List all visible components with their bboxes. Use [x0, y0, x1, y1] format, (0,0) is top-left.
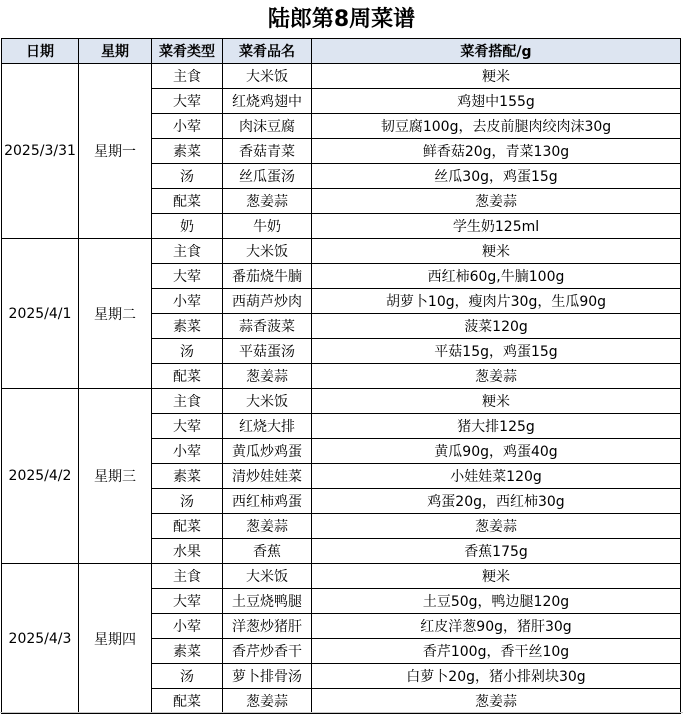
ingredients-cell: 香蕉175g	[312, 539, 681, 564]
dish-type-cell: 奶	[152, 214, 223, 239]
dish-type-cell: 小荤	[152, 614, 223, 639]
ingredients-cell: 葱姜蒜	[312, 689, 681, 714]
ingredients-cell: 粳米	[312, 239, 681, 264]
ingredients-cell: 白萝卜20g，猪小排剁块30g	[312, 664, 681, 689]
dish-type-cell: 汤	[152, 664, 223, 689]
dish-name-cell: 大米饭	[223, 239, 312, 264]
menu-table	[1, 38, 681, 714]
header-dish: 菜肴品名	[223, 39, 312, 64]
ingredients-cell: 黄瓜90g，鸡蛋40g	[312, 439, 681, 464]
dish-name-cell: 大米饭	[223, 564, 312, 589]
dish-type-cell: 配菜	[152, 364, 223, 389]
dish-name-cell: 香蕉	[223, 539, 312, 564]
dish-type-cell: 素菜	[152, 639, 223, 664]
date-cell: 2025/4/3	[2, 564, 79, 714]
dish-name-cell: 红烧鸡翅中	[223, 89, 312, 114]
dish-type-cell: 主食	[152, 389, 223, 414]
dish-name-cell: 葱姜蒜	[223, 364, 312, 389]
dish-type-cell: 大荤	[152, 414, 223, 439]
dish-type-cell: 主食	[152, 64, 223, 89]
dish-type-cell: 主食	[152, 564, 223, 589]
dish-type-cell: 小荤	[152, 439, 223, 464]
ingredients-cell: 粳米	[312, 564, 681, 589]
dish-type-cell: 素菜	[152, 139, 223, 164]
weekday-cell: 星期一	[79, 64, 152, 239]
dish-type-cell: 配菜	[152, 514, 223, 539]
dish-name-cell: 大米饭	[223, 64, 312, 89]
ingredients-cell: 土豆50g，鸭边腿120g	[312, 589, 681, 614]
dish-name-cell: 葱姜蒜	[223, 689, 312, 714]
dish-name-cell: 牛奶	[223, 214, 312, 239]
bottom-divider	[0, 712, 683, 713]
dish-name-cell: 香芹炒香干	[223, 639, 312, 664]
dish-type-cell: 主食	[152, 239, 223, 264]
dish-type-cell: 小荤	[152, 289, 223, 314]
dish-name-cell: 葱姜蒜	[223, 514, 312, 539]
ingredients-cell: 韧豆腐100g，去皮前腿肉绞肉沫30g	[312, 114, 681, 139]
page-title: 陆郎第8周菜谱	[267, 7, 416, 32]
dish-name-cell: 肉沫豆腐	[223, 114, 312, 139]
dish-name-cell: 洋葱炒猪肝	[223, 614, 312, 639]
ingredients-cell: 红皮洋葱90g，猪肝30g	[312, 614, 681, 639]
weekday-cell: 星期二	[79, 239, 152, 389]
dish-type-cell: 大荤	[152, 89, 223, 114]
ingredients-cell: 鸡翅中155g	[312, 89, 681, 114]
ingredients-cell: 菠菜120g	[312, 314, 681, 339]
table-row	[2, 64, 681, 89]
dish-name-cell: 清炒娃娃菜	[223, 464, 312, 489]
ingredients-cell: 葱姜蒜	[312, 364, 681, 389]
dish-name-cell: 番茄烧牛腩	[223, 264, 312, 289]
dish-type-cell: 大荤	[152, 589, 223, 614]
dish-type-cell: 大荤	[152, 264, 223, 289]
dish-name-cell: 西红柿鸡蛋	[223, 489, 312, 514]
ingredients-cell: 丝瓜30g，鸡蛋15g	[312, 164, 681, 189]
ingredients-cell: 平菇15g，鸡蛋15g	[312, 339, 681, 364]
dish-name-cell: 黄瓜炒鸡蛋	[223, 439, 312, 464]
table-row	[2, 564, 681, 589]
dish-type-cell: 配菜	[152, 189, 223, 214]
dish-name-cell: 丝瓜蛋汤	[223, 164, 312, 189]
table-row	[2, 389, 681, 414]
ingredients-cell: 粳米	[312, 389, 681, 414]
header-row	[2, 39, 681, 64]
dish-type-cell: 小荤	[152, 114, 223, 139]
ingredients-cell: 葱姜蒜	[312, 514, 681, 539]
dish-type-cell: 汤	[152, 164, 223, 189]
dish-name-cell: 葱姜蒜	[223, 189, 312, 214]
weekday-cell: 星期四	[79, 564, 152, 714]
date-cell: 2025/4/2	[2, 389, 79, 564]
ingredients-cell: 鲜香菇20g，青菜130g	[312, 139, 681, 164]
dish-type-cell: 配菜	[152, 689, 223, 714]
dish-type-cell: 素菜	[152, 464, 223, 489]
ingredients-cell: 鸡蛋20g，西红柿30g	[312, 489, 681, 514]
dish-name-cell: 土豆烧鸭腿	[223, 589, 312, 614]
ingredients-cell: 葱姜蒜	[312, 189, 681, 214]
dish-name-cell: 大米饭	[223, 389, 312, 414]
dish-name-cell: 西葫芦炒肉	[223, 289, 312, 314]
ingredients-cell: 粳米	[312, 64, 681, 89]
dish-type-cell: 素菜	[152, 314, 223, 339]
dish-name-cell: 蒜香菠菜	[223, 314, 312, 339]
header-date: 日期	[2, 39, 79, 64]
header-weekday: 星期	[79, 39, 152, 64]
ingredients-cell: 学生奶125ml	[312, 214, 681, 239]
dish-name-cell: 红烧大排	[223, 414, 312, 439]
header-type: 菜肴类型	[152, 39, 223, 64]
table-row	[2, 239, 681, 264]
ingredients-cell: 小娃娃菜120g	[312, 464, 681, 489]
header-ingredients: 菜肴搭配/g	[312, 39, 681, 64]
date-cell: 2025/4/1	[2, 239, 79, 389]
ingredients-cell: 香芹100g，香干丝10g	[312, 639, 681, 664]
dish-name-cell: 平菇蛋汤	[223, 339, 312, 364]
dish-type-cell: 汤	[152, 339, 223, 364]
date-cell: 2025/3/31	[2, 64, 79, 239]
ingredients-cell: 胡萝卜10g，瘦肉片30g，生瓜90g	[312, 289, 681, 314]
ingredients-cell: 西红柿60g,牛腩100g	[312, 264, 681, 289]
dish-name-cell: 萝卜排骨汤	[223, 664, 312, 689]
menu-body	[2, 64, 681, 714]
weekday-cell: 星期三	[79, 389, 152, 564]
dish-type-cell: 水果	[152, 539, 223, 564]
ingredients-cell: 猪大排125g	[312, 414, 681, 439]
dish-type-cell: 汤	[152, 489, 223, 514]
dish-name-cell: 香菇青菜	[223, 139, 312, 164]
